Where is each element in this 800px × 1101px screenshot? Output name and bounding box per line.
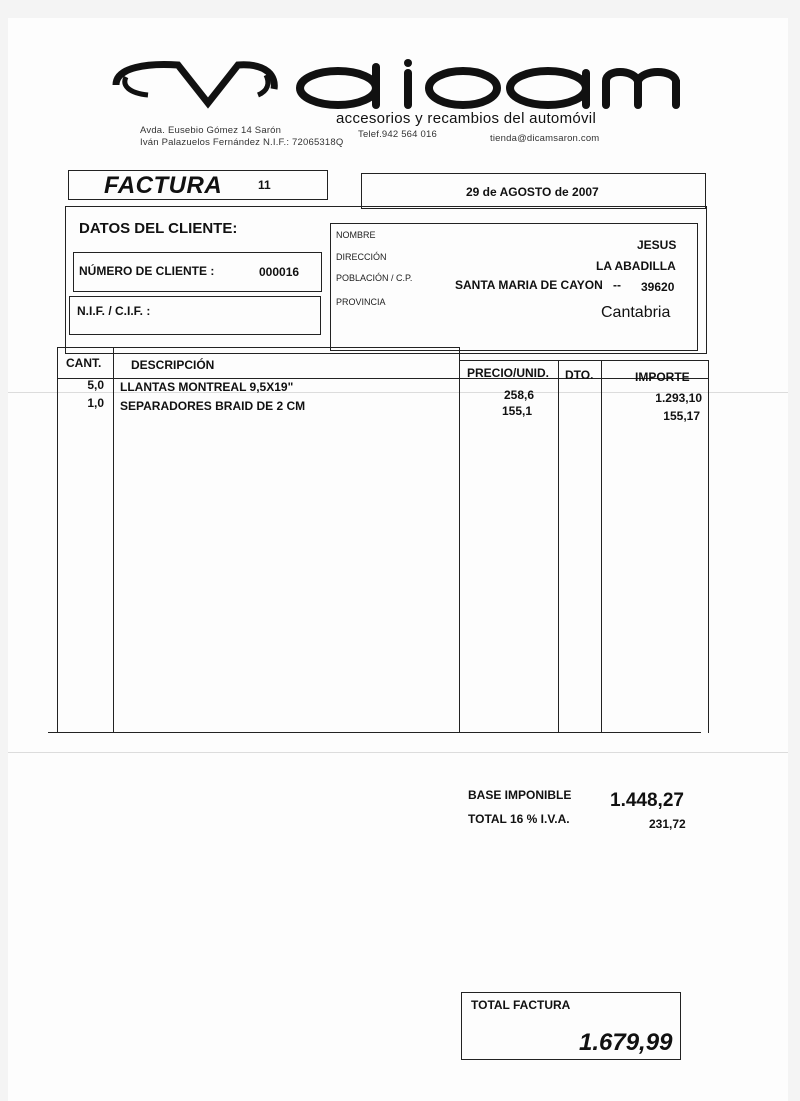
column-header-amount: IMPORTE xyxy=(635,370,690,384)
total-invoice-value: 1.679,99 xyxy=(579,1029,673,1056)
client-address: LA ABADILLA xyxy=(596,259,676,273)
table-col-divider xyxy=(558,360,559,733)
column-header-unit-price: PRECIO/UNID. xyxy=(467,366,550,380)
row2-amount: 155,17 xyxy=(663,409,700,423)
company-logo xyxy=(108,55,698,115)
client-province: Cantabria xyxy=(601,304,671,321)
client-postal-code: 39620 xyxy=(641,280,675,294)
table-bottom-border xyxy=(48,732,701,733)
client-number-label: NÚMERO DE CLIENTE : xyxy=(79,264,215,278)
client-name-label: NOMBRE xyxy=(336,230,376,240)
base-imponible-label: BASE IMPONIBLE xyxy=(468,788,572,802)
row1-qty: 5,0 xyxy=(87,378,104,392)
table-border-right xyxy=(708,360,709,733)
client-number: 000016 xyxy=(259,265,300,279)
column-header-description: DESCRIPCIÓN xyxy=(131,358,215,372)
invoice-title: FACTURA xyxy=(104,172,223,199)
client-town-separator: -- xyxy=(613,278,621,292)
invoice-date: 29 de AGOSTO de 2007 xyxy=(466,185,599,199)
table-header-divider xyxy=(57,378,709,379)
table-col-divider xyxy=(113,347,114,733)
client-address-label: DIRECCIÓN xyxy=(336,252,387,262)
paper-fold-line xyxy=(8,752,788,753)
column-header-discount: DTO. xyxy=(565,368,594,382)
iva-value: 231,72 xyxy=(649,817,686,831)
table-top-border xyxy=(57,347,459,348)
company-phone: Telef.942 564 016 xyxy=(358,129,437,140)
column-header-qty: CANT. xyxy=(66,356,102,370)
iva-label: TOTAL 16 % I.V.A. xyxy=(468,812,570,826)
row1-unit-price: 258,6 xyxy=(503,388,534,402)
company-tagline: accesorios y recambios del automóvil xyxy=(336,110,597,127)
base-imponible-value: 1.448,27 xyxy=(610,790,684,811)
row2-description: SEPARADORES BRAID DE 2 CM xyxy=(120,399,306,413)
invoice-number: 11 xyxy=(258,178,271,192)
table-top-border-right xyxy=(459,360,709,361)
company-address-line1: Avda. Eusebio Gómez 14 Sarón xyxy=(140,125,282,136)
row1-amount: 1.293,10 xyxy=(655,391,702,405)
row2-qty: 1,0 xyxy=(87,396,104,410)
company-address-line2: Iván Palazuelos Fernández N.I.F.: 72065318Q xyxy=(140,137,344,148)
client-town-label: POBLACIÓN / C.P. xyxy=(336,273,413,283)
row2-unit-price: 155,1 xyxy=(501,404,532,418)
client-name: JESUS xyxy=(637,238,677,252)
client-section-title: DATOS DEL CLIENTE: xyxy=(79,220,238,237)
table-col-divider xyxy=(459,347,460,733)
total-invoice-label: TOTAL FACTURA xyxy=(471,998,571,1012)
table-border-left xyxy=(57,347,58,733)
row1-description: LLANTAS MONTREAL 9,5X19" xyxy=(120,380,294,394)
company-email: tienda@dicamsaron.com xyxy=(490,133,600,144)
table-col-divider xyxy=(601,360,602,733)
client-nif-label: N.I.F. / C.I.F. : xyxy=(77,304,151,318)
client-town: SANTA MARIA DE CAYON xyxy=(455,278,603,292)
client-province-label: PROVINCIA xyxy=(336,297,386,307)
